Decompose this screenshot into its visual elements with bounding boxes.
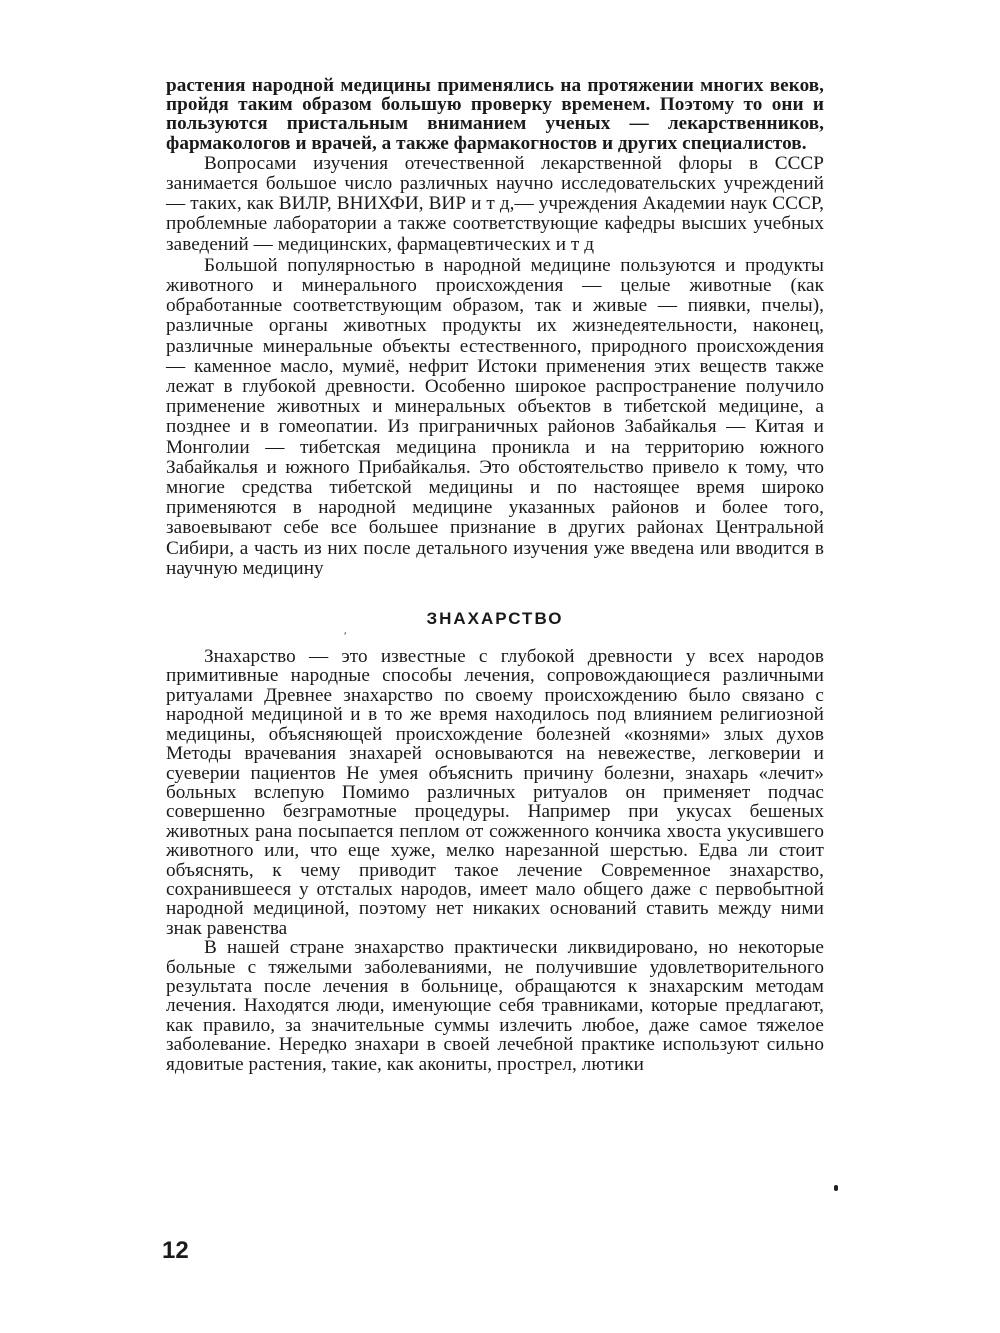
paragraph-animal-mineral-remedies: Большой популярностью в народной медицине пользуются и продукты животного и минерального происхождения — целые животные (как обработанные соответствующим образом, так и живые — пиявки, пчелы), различные органы животных продукты их жизнедеятельности, наконец, различные минеральные объекты естественного, природного происхождения — каменное масло, мумиё, нефрит Истоки применения этих веществ также лежат в глубокой древности. Особенно широкое распространение получило применение животных и минеральных объектов в тибетской медицине, а позднее и в гомеопатии. Из приграничных районов Забайкалья — Китая и Монголии — тибетская медицина проникла и на территорию южного Забайкалья и южного Прибайкалья. Это обстоятельство привело к тому, что многие средства тибетской медицины и по настоящее время широко применяются в народной медицине указанных районов и более того, завоевывают себе все большее признание в других районах Центральной Сибири, а часть из них после детального изучения уже введена или вводится в научную медицину: [166, 254, 824, 579]
paragraph-research-institutions: Вопросами изучения отечественной лекарственной флоры в СССР занимается большое число различных научно исследовательских учреждений — таких, как ВИЛР, ВНИХФИ, ВИР и т д,— учреждения Академии наук СССР, проблемные лаборатории а также соответствующие кафедры высших учебных заведений — медицинских, фармацевтических и т д: [166, 152, 824, 255]
margin-dot-icon: [834, 1185, 838, 1191]
page-number: 12: [162, 1237, 189, 1264]
text-column: [166, 76, 824, 1074]
paragraph-quackery-definition: Знахарство — это известные с глубокой древности у всех народов примитивные народные способы лечения, сопровождающиеся различными ритуалами Древнее знахарство по своему происхождению было связано с народной медициной и в то же время находилось под влиянием религиозной медицины, объясняющей происхождение болезней «кознями» злых духов Методы врачевания знахарей основываются на невежестве, легковерии и суеверии пациентов Не умея объяснить причину болезни, знахарь «лечит» больных вслепую Помимо различных ритуалов он применяет подчас совершенно безграмотные процедуры. Например при укусах бешеных животных рана посыпается пеплом от сожженного кончика хвоста укусившего животного или, что еще хуже, мелко нарезанной шерстью. Едва ли стоит объяснять, к чему приводит такое лечение Современное знахарство, сохранившееся у отсталых народов, имеет мало общего даже с первобытной народной медициной, поэтому нет никаких оснований ставить между ними знак равенства: [166, 646, 824, 939]
paragraph-quackery-today: В нашей стране знахарство практически ликвидировано, но некоторые больные с тяжелыми заболеваниями, не получившие удовлетворительного результата после лечения в больнице, обращаются к знахарским методам лечения. Находятся люди, именующие себя травниками, которые предлагают, как правило, за значительные суммы излечить любое, даже самое тяжелое заболевание. Нередко знахари в своей лечебной практике используют сильно ядовитые растения, такие, как акониты, прострел, лютики: [166, 937, 824, 1075]
print-mark-icon: ʹ: [344, 629, 347, 644]
section-heading: ЗНАХАРСТВО: [426, 609, 564, 629]
paragraph-continuation: растения народной медицины применялись на протяжении многих веков, пройдя таким образом большую проверку временем. Поэтому то они и пользуются пристальным вниманием ученых — лекарственников, фармакологов и врачей, а также фармакогностов и других специалистов.: [166, 75, 824, 154]
